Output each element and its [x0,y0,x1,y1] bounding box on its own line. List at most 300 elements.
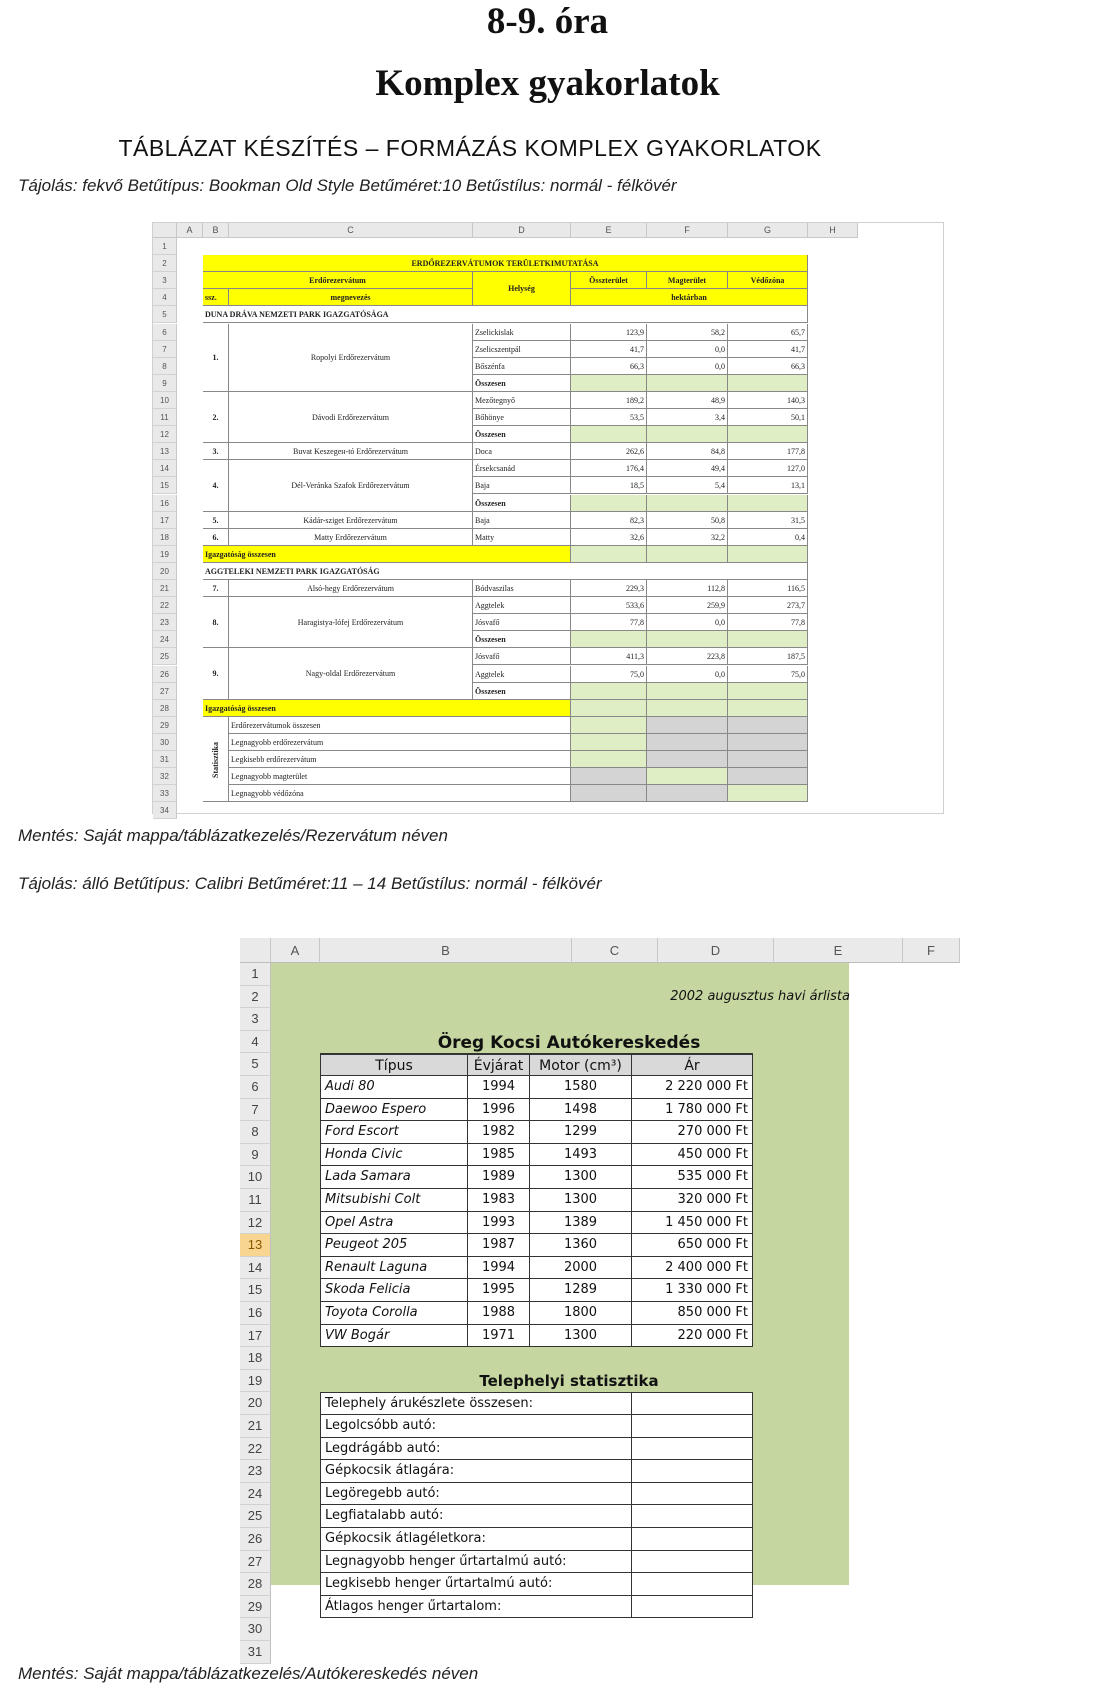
engine-cell[interactable]: 1300 [530,1325,632,1348]
statistic-label-cell[interactable]: Gépkocsik átlagéletkora: [320,1528,632,1551]
page-title-line2: Komplex gyakorlatok [375,63,720,104]
row-header-20[interactable]: 20 [240,1392,271,1415]
core-area-cell[interactable]: 3,4 [647,409,728,426]
year-cell[interactable]: 1982 [468,1121,530,1144]
buffer-zone-cell[interactable]: 0,4 [728,529,808,546]
row-header-21[interactable]: 21 [153,580,177,597]
subtotal-label[interactable]: Összesen [473,426,571,443]
statistic-total-cell[interactable] [571,785,647,802]
column-header-A[interactable]: A [271,938,320,963]
price-cell[interactable]: 1 450 000 Ft [632,1212,753,1235]
row-header-16[interactable]: 16 [153,495,177,512]
directorate-total-area[interactable] [571,546,647,563]
row-header-12[interactable]: 12 [153,426,177,443]
locality-cell[interactable]: Aggtelek [473,666,571,683]
subtotal-buffer[interactable] [728,375,808,392]
row-header-13[interactable]: 13 [240,1234,271,1257]
statistic-label-cell[interactable]: Legfiatalabb autó: [320,1505,632,1528]
row-header-7[interactable]: 7 [240,1099,271,1122]
row-header-25[interactable]: 25 [240,1505,271,1528]
total-area-cell[interactable]: 533,6 [571,597,647,614]
total-area-cell[interactable]: 123,9 [571,324,647,341]
row-header-14[interactable]: 14 [153,460,177,477]
year-cell[interactable]: 1994 [468,1257,530,1280]
row-header-28[interactable]: 28 [240,1573,271,1596]
row-header-2[interactable]: 2 [240,986,271,1009]
core-area-cell[interactable]: 223,8 [647,648,728,665]
entry-name[interactable]: Buvat Keszegeн-tó Erdőrezervátum [229,443,473,460]
directorate-buffer-zone[interactable] [728,546,808,563]
row-header-13[interactable]: 13 [153,443,177,460]
subtotal-core[interactable] [647,426,728,443]
row-header-19[interactable]: 19 [240,1370,271,1393]
locality-cell[interactable]: Baja [473,477,571,494]
entry-number[interactable]: 9. [203,648,229,699]
year-cell[interactable]: 1983 [468,1189,530,1212]
price-cell[interactable]: 2 400 000 Ft [632,1257,753,1280]
column-header-B[interactable]: B [320,938,572,963]
row-header-2[interactable]: 2 [153,255,177,272]
price-cell[interactable]: 220 000 Ft [632,1325,753,1348]
column-header-F[interactable]: F [903,938,960,963]
row-header-34[interactable]: 34 [153,802,177,819]
engine-cell[interactable]: 1299 [530,1121,632,1144]
entry-number[interactable]: 4. [203,460,229,511]
park-title-2[interactable]: AGGTELEKI NEMZETI PARK IGAZGATÓSÁG [203,563,808,580]
year-cell[interactable]: 1989 [468,1166,530,1189]
price-cell[interactable]: 850 000 Ft [632,1302,753,1325]
price-cell[interactable]: 1 780 000 Ft [632,1099,753,1122]
buffer-zone-cell[interactable]: 65,7 [728,324,808,341]
row-header-5[interactable]: 5 [240,1053,271,1076]
row-header-14[interactable]: 14 [240,1257,271,1280]
car-type-cell[interactable]: Audi 80 [320,1076,468,1099]
row-header-16[interactable]: 16 [240,1302,271,1325]
select-all-corner[interactable] [153,223,177,238]
core-area-cell[interactable]: 0,0 [647,358,728,375]
row-header-3[interactable]: 3 [153,272,177,289]
core-area-cell[interactable]: 50,8 [647,512,728,529]
directorate-core-area[interactable] [647,700,728,717]
price-list-date: 2002 augusztus havi árlista [670,988,850,1004]
statistic-buffer-cell[interactable] [728,717,808,734]
row-header-23[interactable]: 23 [240,1460,271,1483]
buffer-zone-cell[interactable]: 66,3 [728,358,808,375]
core-area-cell[interactable]: 112,8 [647,580,728,597]
header-serial[interactable]: ssz. [203,289,229,306]
total-area-cell[interactable]: 53,5 [571,409,647,426]
locality-cell[interactable]: Mezőtegnyő [473,392,571,409]
directorate-total-label[interactable]: Igazgatóság összesen [203,546,571,563]
row-header-30[interactable]: 30 [153,734,177,751]
directorate-core-area[interactable] [647,546,728,563]
statistic-value-cell[interactable] [632,1415,753,1438]
column-header-C[interactable]: C [572,938,658,963]
subtotal-total[interactable] [571,495,647,512]
row-header-31[interactable]: 31 [240,1641,271,1664]
locality-cell[interactable]: Érsekcsanád [473,460,571,477]
section-title: TÁBLÁZAT KÉSZÍTÉS – FORMÁZÁS KOMPLEX GYAKORLATOK [118,135,822,161]
subtotal-core[interactable] [647,375,728,392]
locality-cell[interactable]: Aggtelek [473,597,571,614]
entry-name[interactable]: Alsó-hegy Erdőrezervátum [229,580,473,597]
car-type-cell[interactable]: Mitsubishi Colt [320,1189,468,1212]
row-header-17[interactable]: 17 [153,512,177,529]
statistic-core-cell[interactable] [647,717,728,734]
engine-cell[interactable]: 1360 [530,1234,632,1257]
price-cell[interactable]: 320 000 Ft [632,1189,753,1212]
year-cell[interactable]: 1971 [468,1325,530,1348]
column-header-E[interactable]: E [571,223,647,238]
select-all-corner[interactable] [240,938,271,963]
price-cell[interactable]: 270 000 Ft [632,1121,753,1144]
buffer-zone-cell[interactable]: 41,7 [728,341,808,358]
engine-cell[interactable]: 1493 [530,1144,632,1167]
column-header-D[interactable]: D [473,223,571,238]
entry-number[interactable]: 3. [203,443,229,460]
car-type-cell[interactable]: Opel Astra [320,1212,468,1235]
locality-cell[interactable]: Bódvaszilas [473,580,571,597]
locality-cell[interactable]: Matty [473,529,571,546]
header-buffer-zone[interactable]: Védőzóna [728,272,808,289]
table-header-2[interactable]: Motor (cm³) [530,1053,632,1076]
year-cell[interactable]: 1995 [468,1279,530,1302]
row-header-11[interactable]: 11 [153,409,177,426]
subtotal-core[interactable] [647,683,728,700]
price-cell[interactable]: 1 330 000 Ft [632,1279,753,1302]
entry-number[interactable]: 2. [203,392,229,443]
row-header-17[interactable]: 17 [240,1325,271,1348]
total-area-cell[interactable]: 41,7 [571,341,647,358]
table-title[interactable]: ERDŐREZERVÁTUMOK TERÜLETKIMUTATÁSA [203,255,808,272]
row-header-12[interactable]: 12 [240,1212,271,1235]
buffer-zone-cell[interactable]: 116,5 [728,580,808,597]
row-header-3[interactable]: 3 [240,1008,271,1031]
row-header-1[interactable]: 1 [153,238,177,255]
entry-number[interactable]: 6. [203,529,229,546]
price-cell[interactable]: 535 000 Ft [632,1166,753,1189]
row-header-20[interactable]: 20 [153,563,177,580]
row-header-27[interactable]: 27 [240,1551,271,1574]
total-area-cell[interactable]: 18,5 [571,477,647,494]
row-header-26[interactable]: 26 [153,666,177,683]
row-header-9[interactable]: 9 [240,1144,271,1167]
buffer-zone-cell[interactable]: 50,1 [728,409,808,426]
row-header-4[interactable]: 4 [240,1031,271,1054]
format-note-1: Tájolás: fekvő Betűtípus: Bookman Old Style Betűméret:10 Betűstílus: normál - félkövér [18,176,677,195]
statistic-value-cell[interactable] [632,1505,753,1528]
table-header-3[interactable]: Ár [632,1053,753,1076]
row-header-21[interactable]: 21 [240,1415,271,1438]
row-header-6[interactable]: 6 [153,324,177,341]
row-header-18[interactable]: 18 [153,529,177,546]
row-header-5[interactable]: 5 [153,306,177,323]
buffer-zone-cell[interactable]: 273,7 [728,597,808,614]
engine-cell[interactable]: 1580 [530,1076,632,1099]
row-header-22[interactable]: 22 [240,1438,271,1461]
total-area-cell[interactable]: 75,0 [571,666,647,683]
row-header-31[interactable]: 31 [153,751,177,768]
row-header-33[interactable]: 33 [153,785,177,802]
entry-number[interactable]: 8. [203,597,229,648]
car-type-cell[interactable]: VW Bogár [320,1325,468,1348]
header-hectares[interactable]: hektárban [571,289,808,306]
statistic-label-cell[interactable]: Gépkocsik átlagára: [320,1460,632,1483]
row-header-1[interactable]: 1 [240,963,271,986]
subtotal-label[interactable]: Összesen [473,631,571,648]
statistic-buffer-cell[interactable] [728,751,808,768]
price-cell[interactable]: 450 000 Ft [632,1144,753,1167]
statistic-core-cell[interactable] [647,785,728,802]
forest-reserve-spreadsheet [152,222,944,814]
core-area-cell[interactable]: 5,4 [647,477,728,494]
buffer-zone-cell[interactable]: 187,5 [728,648,808,665]
column-header-C[interactable]: C [229,223,473,238]
subtotal-buffer[interactable] [728,495,808,512]
year-cell[interactable]: 1985 [468,1144,530,1167]
header-locality[interactable]: Helység [473,272,571,306]
format-note-2: Tájolás: álló Betűtípus: Calibri Betűméret:11 – 14 Betűstílus: normál - félkövér [18,874,602,893]
table-header-0[interactable]: Típus [320,1053,468,1076]
total-area-cell[interactable]: 229,3 [571,580,647,597]
row-header-23[interactable]: 23 [153,614,177,631]
directorate-total-area[interactable] [571,700,647,717]
total-area-cell[interactable]: 411,3 [571,648,647,665]
row-header-7[interactable]: 7 [153,341,177,358]
year-cell[interactable]: 1987 [468,1234,530,1257]
buffer-zone-cell[interactable]: 140,3 [728,392,808,409]
statistics-label-cell[interactable] [203,717,229,803]
statistic-value-cell[interactable] [632,1528,753,1551]
column-header-F[interactable]: F [647,223,728,238]
subtotal-buffer[interactable] [728,631,808,648]
subtotal-core[interactable] [647,495,728,512]
subtotal-core[interactable] [647,631,728,648]
row-header-9[interactable]: 9 [153,375,177,392]
row-header-4[interactable]: 4 [153,289,177,306]
statistic-core-cell[interactable] [647,734,728,751]
entry-name[interactable]: Ropolyi Erdőrezervátum [229,324,473,392]
buffer-zone-cell[interactable]: 177,8 [728,443,808,460]
row-header-29[interactable]: 29 [153,717,177,734]
car-type-cell[interactable]: Renault Laguna [320,1257,468,1280]
statistic-row-label[interactable]: Erdőrezervátumok összesen [229,717,571,734]
entry-name[interactable]: Kádár-sziget Erdőrezervátum [229,512,473,529]
subtotal-total[interactable] [571,631,647,648]
core-area-cell[interactable]: 84,8 [647,443,728,460]
statistic-label-cell[interactable]: Legnagyobb henger űrtartalmú autó: [320,1551,632,1574]
core-area-cell[interactable]: 32,2 [647,529,728,546]
subtotal-total[interactable] [571,426,647,443]
year-cell[interactable]: 1993 [468,1212,530,1235]
statistic-buffer-cell[interactable] [728,785,808,802]
entry-number[interactable]: 1. [203,324,229,392]
total-area-cell[interactable]: 262,6 [571,443,647,460]
year-cell[interactable]: 1996 [468,1099,530,1122]
subtotal-label[interactable]: Összesen [473,375,571,392]
subtotal-label[interactable]: Összesen [473,495,571,512]
header-reserve[interactable]: Erdőrezervátum [203,272,473,289]
row-header-27[interactable]: 27 [153,683,177,700]
subtotal-total[interactable] [571,683,647,700]
buffer-zone-cell[interactable]: 13,1 [728,477,808,494]
locality-cell[interactable]: Baja [473,512,571,529]
statistic-value-cell[interactable] [632,1551,753,1574]
entry-name[interactable]: Matty Erdőrezervátum [229,529,473,546]
buffer-zone-cell[interactable]: 75,0 [728,666,808,683]
entry-name[interactable]: Dávodi Erdőrezervátum [229,392,473,443]
statistic-label-cell[interactable]: Legkisebb henger űrtartalmú autó: [320,1573,632,1596]
statistic-core-cell[interactable] [647,751,728,768]
row-header-22[interactable]: 22 [153,597,177,614]
core-area-cell[interactable]: 0,0 [647,341,728,358]
row-header-29[interactable]: 29 [240,1596,271,1619]
locality-cell[interactable]: Bőhönye [473,409,571,426]
statistic-value-cell[interactable] [632,1573,753,1596]
car-type-cell[interactable]: Peugeot 205 [320,1234,468,1257]
row-header-15[interactable]: 15 [240,1279,271,1302]
total-area-cell[interactable]: 176,4 [571,460,647,477]
row-header-15[interactable]: 15 [153,477,177,494]
directorate-buffer-zone[interactable] [728,700,808,717]
park-title-1[interactable]: DUNA DRÁVA NEMZETI PARK IGAZGATÓSÁGA [203,306,808,323]
save-note-1: Mentés: Saját mappa/táblázatkezelés/Rezervátum néven [18,826,448,845]
row-header-19[interactable]: 19 [153,546,177,563]
total-area-cell[interactable]: 77,8 [571,614,647,631]
dealer-title: Öreg Kocsi Autókereskedés [437,1032,701,1053]
column-header-H[interactable]: H [808,223,858,238]
year-cell[interactable]: 1988 [468,1302,530,1325]
subtotal-buffer[interactable] [728,426,808,443]
buffer-zone-cell[interactable]: 31,5 [728,512,808,529]
subtotal-total[interactable] [571,375,647,392]
entry-name[interactable]: Nagy-oldal Erdőrezervátum [229,648,473,699]
statistic-core-cell[interactable] [647,768,728,785]
statistic-total-cell[interactable] [571,768,647,785]
column-header-D[interactable]: D [658,938,774,963]
engine-cell[interactable]: 1800 [530,1302,632,1325]
row-header-26[interactable]: 26 [240,1528,271,1551]
locality-cell[interactable]: Bőszénfa [473,358,571,375]
statistic-buffer-cell[interactable] [728,734,808,751]
core-area-cell[interactable]: 48,9 [647,392,728,409]
entry-name[interactable]: Haragistya-lófej Erdőrezervátum [229,597,473,648]
core-area-cell[interactable]: 49,4 [647,460,728,477]
core-area-cell[interactable]: 259,9 [647,597,728,614]
car-type-cell[interactable]: Lada Samara [320,1166,468,1189]
year-cell[interactable]: 1994 [468,1076,530,1099]
core-area-cell[interactable]: 58,2 [647,324,728,341]
total-area-cell[interactable]: 189,2 [571,392,647,409]
header-name[interactable]: megnevezés [229,289,473,306]
statistic-buffer-cell[interactable] [728,768,808,785]
header-total-area[interactable]: Összterület [571,272,647,289]
locality-cell[interactable]: Zselicszentpál [473,341,571,358]
statistic-total-cell[interactable] [571,751,647,768]
entry-number[interactable]: 5. [203,512,229,529]
row-header-11[interactable]: 11 [240,1189,271,1212]
locality-cell[interactable]: Doca [473,443,571,460]
column-header-B[interactable]: B [203,223,229,238]
car-type-cell[interactable]: Ford Escort [320,1121,468,1144]
row-header-6[interactable]: 6 [240,1076,271,1099]
statistic-label-cell[interactable]: Legolcsóbb autó: [320,1415,632,1438]
row-header-32[interactable]: 32 [153,768,177,785]
locality-cell[interactable]: Zselickislak [473,324,571,341]
subtotal-buffer[interactable] [728,683,808,700]
save-note-2: Mentés: Saját mappa/táblázatkezelés/Autókereskedés néven [18,1664,479,1683]
statistic-row-label[interactable]: Legnagyobb védőzóna [229,785,571,802]
locality-cell[interactable]: Jósvafő [473,614,571,631]
row-header-28[interactable]: 28 [153,700,177,717]
row-header-8[interactable]: 8 [153,358,177,375]
column-header-A[interactable]: A [177,223,203,238]
row-header-30[interactable]: 30 [240,1618,271,1641]
subtotal-label[interactable]: Összesen [473,683,571,700]
statistic-total-cell[interactable] [571,717,647,734]
entry-name[interactable]: Dél-Veránka Szafok Erdőrezervátum [229,460,473,511]
header-core-area[interactable]: Magterület [647,272,728,289]
engine-cell[interactable]: 1300 [530,1166,632,1189]
row-header-10[interactable]: 10 [240,1166,271,1189]
statistic-label-cell[interactable]: Átlagos henger űrtartalom: [320,1596,632,1619]
price-cell[interactable]: 2 220 000 Ft [632,1076,753,1099]
car-type-cell[interactable]: Daewoo Espero [320,1099,468,1122]
table-header-1[interactable]: Évjárat [468,1053,530,1076]
row-header-10[interactable]: 10 [153,392,177,409]
buffer-zone-cell[interactable]: 77,8 [728,614,808,631]
column-header-E[interactable]: E [774,938,903,963]
total-area-cell[interactable]: 32,6 [571,529,647,546]
row-header-18[interactable]: 18 [240,1347,271,1370]
statistic-value-cell[interactable] [632,1483,753,1506]
entry-number[interactable]: 7. [203,580,229,597]
statistic-row-label[interactable]: Legkisebb erdőrezervátum [229,751,571,768]
statistic-value-cell[interactable] [632,1596,753,1619]
total-area-cell[interactable]: 66,3 [571,358,647,375]
car-type-cell[interactable]: Honda Civic [320,1144,468,1167]
engine-cell[interactable]: 2000 [530,1257,632,1280]
core-area-cell[interactable]: 0,0 [647,614,728,631]
statistic-row-label[interactable]: Legnagyobb erdőrezervátum [229,734,571,751]
statistic-total-cell[interactable] [571,734,647,751]
total-area-cell[interactable]: 82,3 [571,512,647,529]
statistic-row-label[interactable]: Legnagyobb magterület [229,768,571,785]
statistic-label-cell[interactable]: Legdrágább autó: [320,1438,632,1461]
statistic-value-cell[interactable] [632,1392,753,1415]
engine-cell[interactable]: 1300 [530,1189,632,1212]
row-header-8[interactable]: 8 [240,1121,271,1144]
engine-cell[interactable]: 1498 [530,1099,632,1122]
engine-cell[interactable]: 1389 [530,1212,632,1235]
row-header-24[interactable]: 24 [240,1483,271,1506]
directorate-total-label[interactable]: Igazgatóság összesen [203,700,571,717]
statistic-value-cell[interactable] [632,1438,753,1461]
row-header-25[interactable]: 25 [153,648,177,665]
engine-cell[interactable]: 1289 [530,1279,632,1302]
statistic-label-cell[interactable]: Legöregebb autó: [320,1483,632,1506]
price-cell[interactable]: 650 000 Ft [632,1234,753,1257]
row-header-24[interactable]: 24 [153,631,177,648]
locality-cell[interactable]: Jósvafő [473,648,571,665]
buffer-zone-cell[interactable]: 127,0 [728,460,808,477]
core-area-cell[interactable]: 0,0 [647,666,728,683]
car-type-cell[interactable]: Toyota Corolla [320,1302,468,1325]
car-type-cell[interactable]: Skoda Felicia [320,1279,468,1302]
statistic-value-cell[interactable] [632,1460,753,1483]
column-header-G[interactable]: G [728,223,808,238]
statistic-label-cell[interactable]: Telephely árukészlete összesen: [320,1392,632,1415]
